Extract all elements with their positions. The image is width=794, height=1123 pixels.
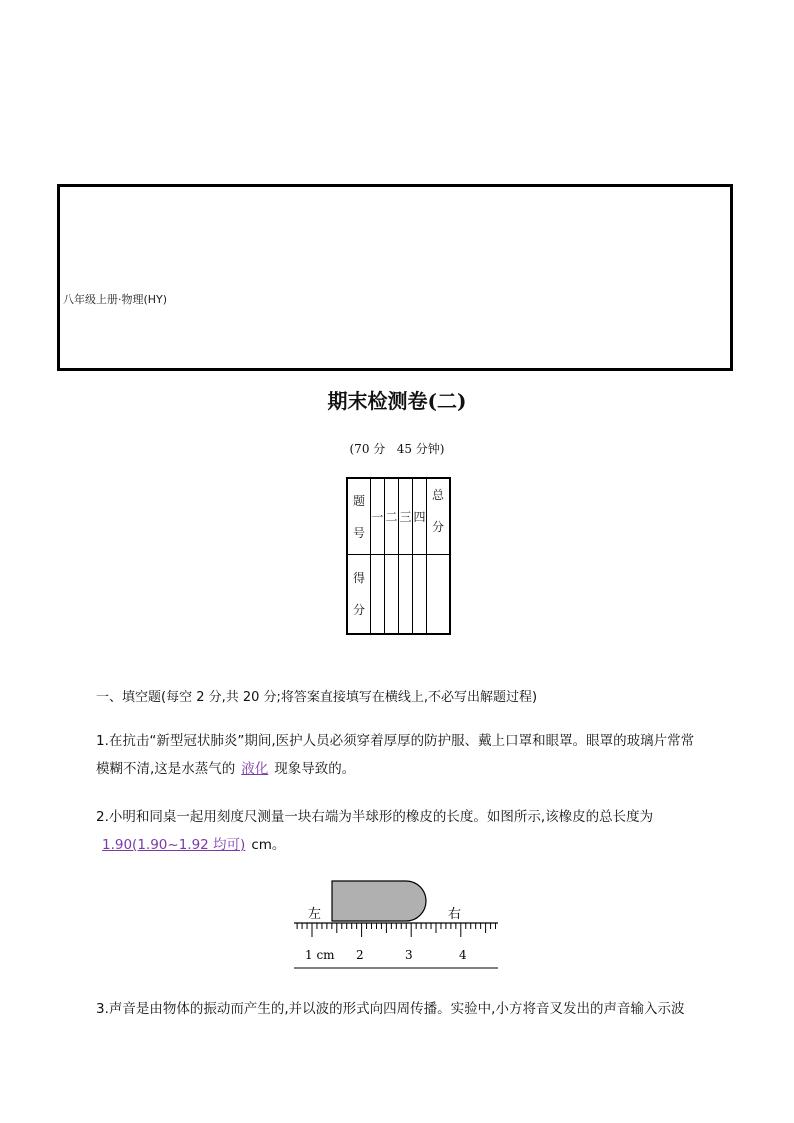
- ruler-left-label: 左: [308, 907, 322, 922]
- column-3: 三: [399, 478, 413, 555]
- score-cell-4[interactable]: [413, 555, 427, 635]
- tick-label-3: 3: [405, 948, 413, 962]
- ruler-right-label: 右: [448, 907, 462, 922]
- eraser-shape: [332, 881, 426, 921]
- score-cell-1[interactable]: [371, 555, 385, 635]
- score-cell-2[interactable]: [385, 555, 399, 635]
- question-2: [96, 803, 706, 859]
- question-1: [96, 727, 706, 783]
- score-table-score-row: [347, 555, 450, 635]
- column-4: 四: [413, 478, 427, 555]
- question-2-answer: 1.90(1.90~1.92 均可): [102, 837, 246, 853]
- column-1: 一: [371, 478, 385, 555]
- question-1-text-a: 1.在抗击“新型冠状肺炎”期间,医护人员必须穿着厚厚的防护服、戴上口罩和眼罩。眼罩的玻璃片常常模糊不清,这是水蒸气的: [96, 733, 695, 777]
- question-1-answer: 液化: [241, 761, 269, 777]
- ruler-svg: [294, 878, 500, 970]
- score-table-header-row: [347, 478, 450, 555]
- question-3: 3.声音是由物体的振动而产生的,并以波的形式向四周传播。实验中,小方将音叉发出的声音输入示波: [96, 1001, 685, 1017]
- score-cell-total[interactable]: [427, 555, 451, 635]
- question-2-text-a: 2.小明和同桌一起用刻度尺测量一块右端为半球形的橡皮的长度。如图所示,该橡皮的总长度为: [96, 809, 654, 825]
- book-label: 八年级上册·物理(HY): [63, 293, 168, 306]
- exam-subtitle: (70 分 45 分钟): [349, 442, 445, 456]
- row-label-question: 题 号: [347, 478, 371, 555]
- question-2-text-b: cm。: [251, 837, 286, 853]
- tick-label-1cm: 1 cm: [305, 948, 335, 962]
- tick-label-2: 2: [356, 948, 364, 962]
- row-label-score: 得 分: [347, 555, 371, 635]
- exam-title: 期末检测卷(二): [327, 389, 467, 413]
- tick-label-4: 4: [459, 948, 467, 962]
- ruler-figure: [294, 878, 500, 970]
- ruler-ticks: [297, 923, 495, 937]
- header-frame: [57, 184, 733, 371]
- column-2: 二: [385, 478, 399, 555]
- column-total: 总 分: [427, 478, 451, 555]
- question-1-text-b: 现象导致的。: [274, 761, 356, 777]
- score-cell-3[interactable]: [399, 555, 413, 635]
- score-table: [346, 477, 451, 635]
- section-heading-fill-in: 一、填空题(每空 2 分,共 20 分;将答案直接填写在横线上,不必写出解题过程): [96, 690, 538, 705]
